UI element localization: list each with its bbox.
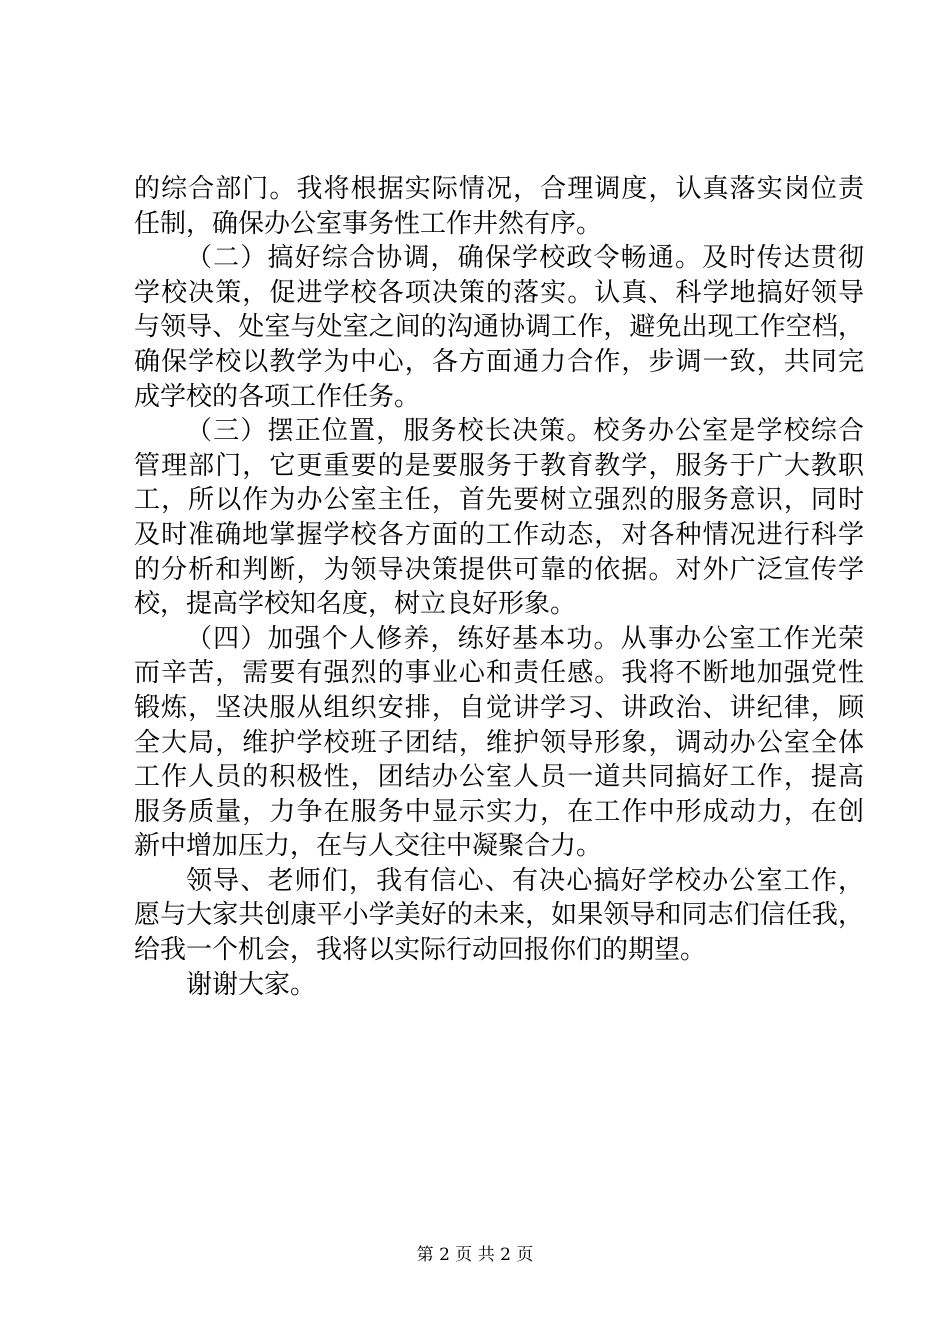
text-line: 给我一个机会，我将以实际行动回报你们的期望。 [134, 935, 707, 966]
text-line: 成学校的各项工作任务。 [134, 381, 421, 412]
text-line: 领导、老师们，我有信心、有决心搞好学校办公室工作， [186, 865, 864, 896]
text-line: 校，提高学校知名度，树立良好形象。 [134, 589, 577, 620]
text-line: 与领导、处室与处室之间的沟通协调工作，避免出现工作空档， [134, 312, 864, 343]
text-line: 的综合部门。我将根据实际情况，合理调度，认真落实岗位责 [134, 174, 864, 204]
text-line: 工，所以作为办公室主任，首先要树立强烈的服务意识，同时 [134, 485, 864, 516]
text-line: 全大局，维护学校班子团结，维护领导形象，调动办公室全体 [134, 727, 864, 758]
text-line: 新中增加压力，在与人交往中凝聚合力。 [134, 831, 603, 862]
text-line: 服务质量，力争在服务中显示实力，在工作中形成动力，在创 [134, 796, 864, 827]
text-line: 谢谢大家。 [186, 969, 317, 1000]
text-line: 的分析和判断，为领导决策提供可靠的依据。对外广泛宣传学 [134, 554, 864, 585]
text-line: 工作人员的积极性，团结办公室人员一道共同搞好工作，提高 [134, 762, 864, 793]
text-line: 学校决策，促进学校各项决策的落实。认真、科学地搞好领导 [134, 277, 864, 308]
text-line: 及时准确地掌握学校各方面的工作动态，对各种情况进行科学 [134, 519, 864, 550]
text-line: 确保学校以教学为中心，各方面通力合作，步调一致，共同完 [134, 346, 864, 377]
text-line: 愿与大家共创康平小学美好的未来，如果领导和同志们信任我， [134, 900, 864, 931]
page-number-footer: 第 2 页 共 2 页 [416, 1245, 534, 1265]
text-line: 管理部门，它更重要的是要服务于教育教学，服务于广大教职 [134, 450, 864, 481]
text-line: （三）摆正位置，服务校长决策。校务办公室是学校综合 [186, 416, 864, 447]
text-line: （四）加强个人修养，练好基本功。从事办公室工作光荣 [186, 623, 864, 654]
text-line: 任制，确保办公室事务性工作井然有序。 [134, 208, 603, 239]
text-line: 而辛苦，需要有强烈的事业心和责任感。我将不断地加强党性 [134, 658, 864, 689]
text-line: 锻炼，坚决服从组织安排，自觉讲学习、讲政治、讲纪律，顾 [134, 692, 864, 723]
text-line: （二）搞好综合协调，确保学校政令畅通。及时传达贯彻 [186, 243, 864, 274]
document-body [134, 172, 864, 1002]
